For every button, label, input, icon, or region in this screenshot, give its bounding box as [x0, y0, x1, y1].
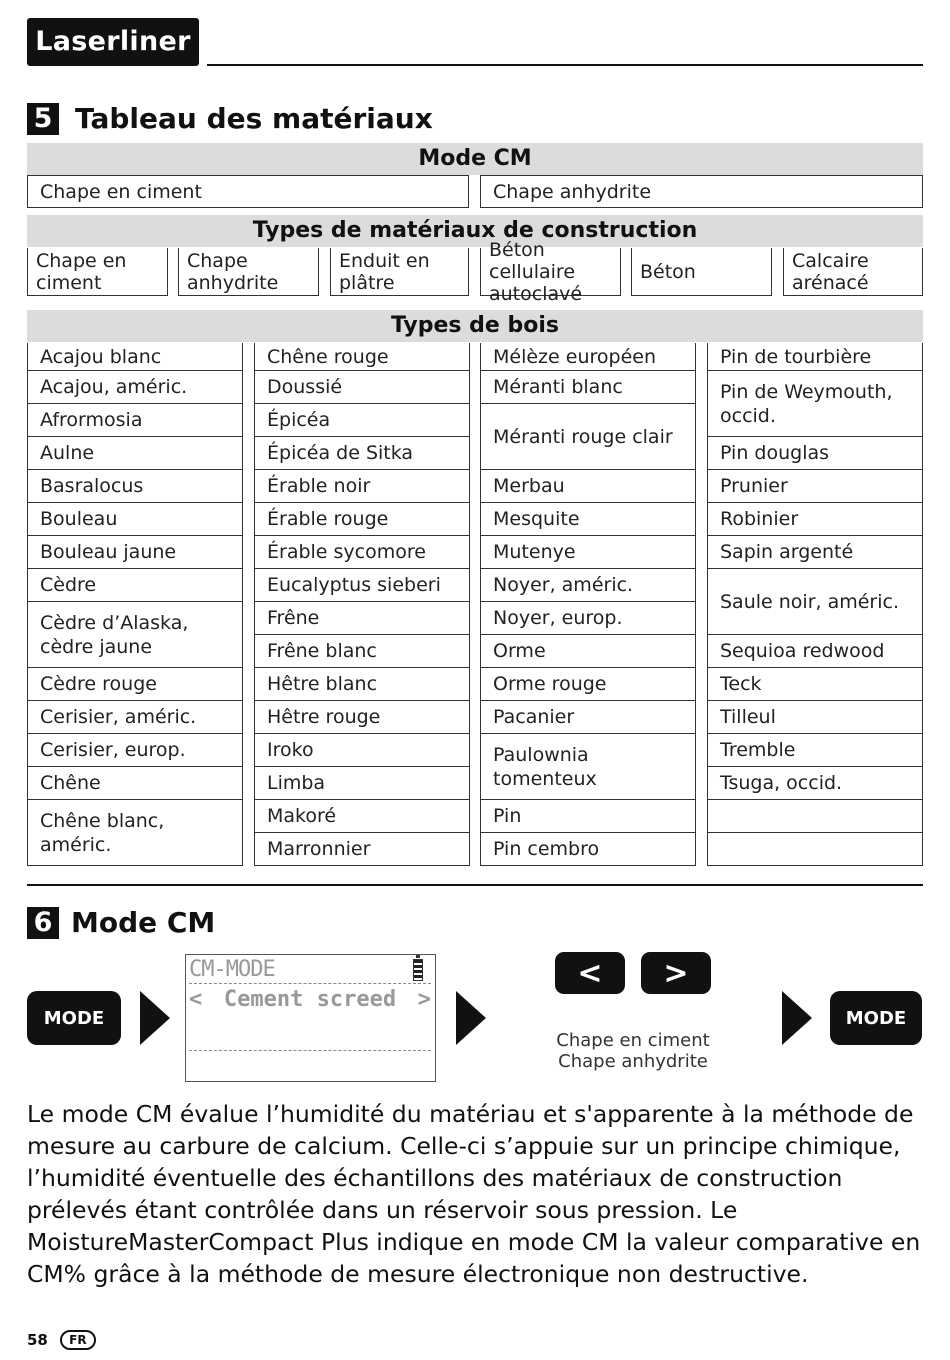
wood-type-cell: Hêtre rouge [254, 701, 470, 734]
wood-type-cell: Tsuga, occid. [707, 767, 923, 800]
mode-cm-item: Chape en ciment [27, 175, 469, 208]
description-paragraph: Le mode CM évalue l’humidité du matériau et s'apparente à la méthode de mesure au carbure de calcium. Celle-ci s’appuie sur un principe chimique, l’humidité éventuelle des échantillons des matériaux de construction prélevés étant contrôlée dans un réservoir sous pression. Le MoistureMasterCompact Plus indique en mode CM la valeur comparative en CM% grâce à la méthode de mesure électronique non destructive. [27, 1100, 921, 1288]
wood-type-cell: Saule noir, améric. [707, 569, 923, 635]
wood-type-cell: Érable noir [254, 470, 470, 503]
wood-type-cell: Aulne [27, 437, 243, 470]
building-material-line: Chape en [36, 249, 127, 272]
wood-type-cell: Pacanier [480, 701, 696, 734]
section-6-heading [27, 906, 215, 939]
wood-type-cell: Pin [480, 800, 696, 833]
page-number: 58 [27, 1331, 48, 1349]
lcd-selection-line [189, 987, 431, 1012]
wood-type-cell: Épicéa [254, 404, 470, 437]
wood-type-cell: Hêtre blanc [254, 668, 470, 701]
wood-type-cell: Érable rouge [254, 503, 470, 536]
wood-type-cell [707, 800, 923, 833]
lcd-right-arrow: > [417, 987, 431, 1012]
wood-type-cell: Orme [480, 635, 696, 668]
wood-type-cell: Pin de Weymouth, occid. [707, 371, 923, 437]
building-material-text [187, 250, 278, 294]
building-material-line: arénacé [792, 271, 869, 294]
wood-type-cell: Basralocus [27, 470, 243, 503]
building-material-line: plâtre [339, 271, 395, 294]
arrow-right-icon [140, 991, 170, 1045]
wood-type-cell: Cèdre [27, 569, 243, 602]
wood-type-cell: Tremble [707, 734, 923, 767]
wood-type-cell: Cerisier, améric. [27, 701, 243, 734]
wood-type-cell: Tilleul [707, 701, 923, 734]
wood-type-cell: Makoré [254, 800, 470, 833]
wood-type-cell: Pin douglas [707, 437, 923, 470]
wood-type-cell: Sequioa redwood [707, 635, 923, 668]
building-material-text [792, 250, 869, 294]
wood-type-cell: Noyer, europ. [480, 602, 696, 635]
section-number: 5 [27, 103, 59, 135]
wood-type-cell: Merbau [480, 470, 696, 503]
lcd-display [185, 954, 436, 1082]
wood-type-cell: Mélèze européen [480, 343, 696, 371]
lcd-left-arrow: < [189, 987, 203, 1012]
wood-type-cell: Limba [254, 767, 470, 800]
building-material-line: autoclavé [489, 282, 583, 305]
wood-type-cell: Frêne blanc [254, 635, 470, 668]
section-title: Tableau des matériaux [75, 102, 433, 135]
caption-anhydrite-screed: Chape anhydrite [558, 1051, 708, 1072]
section-title: Mode CM [71, 906, 216, 939]
building-material-line: anhydrite [187, 271, 279, 294]
wood-type-cell: Chêne rouge [254, 343, 470, 371]
arrow-right-icon [456, 991, 486, 1045]
mode-cm-band: Mode CM [27, 143, 923, 175]
wood-type-cell: Pin de tourbière [707, 343, 923, 371]
lcd-divider [189, 983, 431, 984]
wood-type-cell: Eucalyptus sieberi [254, 569, 470, 602]
building-material-item [631, 248, 772, 296]
building-material-line: Béton cellulaire [489, 238, 576, 283]
previous-button[interactable]: < [555, 952, 625, 994]
building-material-item [480, 238, 621, 305]
building-material-text [339, 250, 430, 294]
wood-type-cell: Bouleau [27, 503, 243, 536]
building-material-text [489, 239, 620, 305]
building-material-text [36, 250, 126, 294]
arrow-right-icon [782, 991, 812, 1045]
page-footer [27, 1330, 96, 1350]
wood-type-cell: Épicéa de Sitka [254, 437, 470, 470]
wood-type-cell: Érable sycomore [254, 536, 470, 569]
mode-cm-item: Chape anhydrite [480, 175, 923, 208]
brand-logo: Laserliner [27, 18, 199, 66]
wood-type-cell: Doussié [254, 371, 470, 404]
wood-type-cell: Sapin argenté [707, 536, 923, 569]
wood-type-cell: Noyer, améric. [480, 569, 696, 602]
caption-cement-screed: Chape en ciment [556, 1030, 710, 1051]
wood-type-cell: Acajou blanc [27, 343, 243, 371]
wood-type-cell: Prunier [707, 470, 923, 503]
building-materials-band: Types de matériaux de construction [27, 215, 923, 247]
next-button[interactable]: > [641, 952, 711, 994]
wood-types-band: Types de bois [27, 310, 923, 342]
mode-button[interactable]: MODE [27, 991, 121, 1045]
building-material-line: Calcaire [792, 249, 869, 272]
wood-type-cell: Robinier [707, 503, 923, 536]
mode-button[interactable]: MODE [830, 991, 922, 1045]
building-material-line: Enduit en [339, 249, 430, 272]
language-badge: FR [60, 1330, 96, 1350]
wood-type-cell: Méranti rouge clair [480, 404, 696, 470]
wood-type-cell: Méranti blanc [480, 371, 696, 404]
building-material-line: Béton [640, 260, 696, 283]
wood-type-cell: Acajou, améric. [27, 371, 243, 404]
battery-icon [413, 959, 423, 981]
wood-type-cell: Chêne blanc, améric. [27, 800, 243, 866]
wood-type-cell: Mutenye [480, 536, 696, 569]
wood-type-cell: Frêne [254, 602, 470, 635]
wood-type-cell: Paulownia tomenteux [480, 734, 696, 800]
building-material-line: ciment [36, 271, 102, 294]
wood-type-cell: Cèdre rouge [27, 668, 243, 701]
wood-type-cell: Iroko [254, 734, 470, 767]
wood-type-cell: Cerisier, europ. [27, 734, 243, 767]
section-number: 6 [27, 907, 59, 939]
wood-type-cell: Mesquite [480, 503, 696, 536]
wood-type-cell: Cèdre d’Alaska, cèdre jaune [27, 602, 243, 668]
wood-type-cell: Bouleau jaune [27, 536, 243, 569]
wood-type-cell [707, 833, 923, 866]
wood-type-cell: Pin cembro [480, 833, 696, 866]
building-material-line: Chape [187, 249, 248, 272]
building-material-item [783, 248, 923, 296]
wood-type-cell: Afrormosia [27, 404, 243, 437]
building-material-item [330, 248, 469, 296]
building-material-item [178, 248, 319, 296]
wood-type-cell: Marronnier [254, 833, 470, 866]
section-separator [27, 884, 923, 886]
wood-type-cell: Orme rouge [480, 668, 696, 701]
section-5-heading [27, 102, 433, 135]
header-rule [207, 64, 923, 66]
lcd-mode-text: CM-MODE [189, 957, 275, 982]
wood-type-cell: Teck [707, 668, 923, 701]
building-material-item [27, 248, 168, 296]
wood-type-cell: Chêne [27, 767, 243, 800]
building-material-text [640, 261, 696, 283]
lcd-material-value: Cement screed [223, 987, 397, 1012]
lcd-divider [189, 1050, 431, 1051]
